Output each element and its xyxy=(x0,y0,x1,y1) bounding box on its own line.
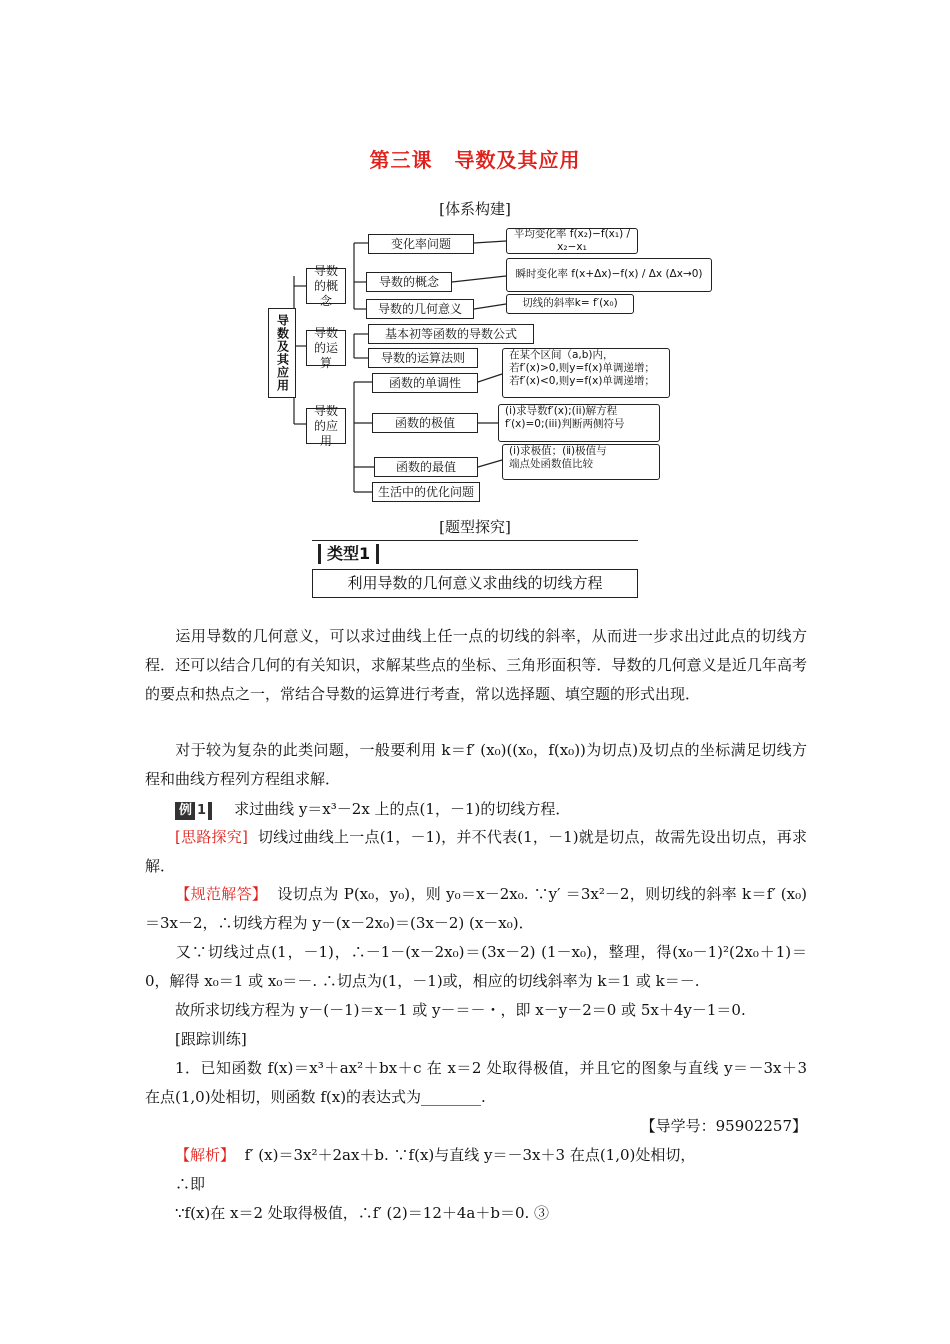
node-rate: 变化率问题 xyxy=(368,234,474,254)
example-1: 例 1 求过曲线 y＝x³－2x 上的点(1，－1)的切线方程． xyxy=(145,795,807,824)
leaf-slope: 切线的斜率k= f′(x₀) xyxy=(506,294,634,314)
node-basic-formulas: 基本初等函数的导数公式 xyxy=(368,324,534,344)
leaf-average-rate: 平均变化率 f(x₂)−f(x₁) / x₂−x₁ xyxy=(506,228,638,254)
intro-paragraph: 运用导数的几何意义，可以求过曲线上任一点的切线的斜率，从而进一步求出过此点的切线方程．还可以结合几何的有关知识，求解某些点的坐标、三角形面积等．导数的几何意义是近几年高考的要点和热点之一，常结合导数的运算进行考查，常以选择题、填空题的形式出现． xyxy=(145,627,807,703)
type-subtitle: 利用导数的几何意义求曲线的切线方程 xyxy=(312,570,638,598)
group-application-node: 导数的应用 xyxy=(306,408,346,444)
idea-paragraph: [思路探究] 切线过曲线上一点(1，－1)，并不代表(1，－1)就是切点，故需先设出切点，再求解． xyxy=(145,828,807,875)
root-node: 导数及其应用 xyxy=(268,308,296,398)
node-extremum: 函数的极值 xyxy=(372,413,478,433)
example-tag: 例 1 xyxy=(175,802,212,820)
answer-line-2: 又∵切线过点(1，－1)，∴－1－(x－2x₀)＝(3x－2) (1－x₀)，整理，得(x₀－1)²(2x₀＋1)＝0，解得 x₀＝1 或 x₀＝－. ∴切点为(1，－1)或，相应的切线斜率为 k＝1 或 k＝－. xyxy=(145,943,807,990)
section-system-title: [体系构建] xyxy=(439,200,511,218)
leaf-max-steps: (ⅰ)求极值；(ⅱ)极值与 端点处函数值比较 xyxy=(502,444,660,480)
group-concept-node: 导数的概念 xyxy=(306,268,346,304)
idea-label: [思路探究] xyxy=(175,828,248,846)
concept-map xyxy=(262,224,722,508)
leaf-instant-rate: 瞬时变化率 f(x+Δx)−f(x) / Δx (Δx→0) xyxy=(506,258,712,292)
group-operation-node: 导数的运算 xyxy=(306,330,346,366)
training-question: 1．已知函数 f(x)＝x³＋ax²＋bx＋c 在 x＝2 处取得极值，并且它的图象与直线 y＝－3x＋3 在点(1,0)处相切，则函数 f(x)的表达式为________. xyxy=(145,1059,807,1106)
type-box xyxy=(312,540,638,599)
node-monotonicity: 函数的单调性 xyxy=(372,373,478,393)
node-rules: 导数的运算法则 xyxy=(368,348,478,368)
guide-code: 【导学号：95902257】 xyxy=(640,1117,807,1135)
solution-line-1: 【解析】 f′ (x)＝3x²＋2ax＋b. ∵f(x)与直线 y＝－3x＋3 在点(1,0)处相切， xyxy=(175,1146,696,1164)
page-title: 第三课 导数及其应用 xyxy=(369,148,581,172)
node-optimization: 生活中的优化问题 xyxy=(372,482,480,502)
node-concept: 导数的概念 xyxy=(366,272,452,292)
type-label: 类型1 xyxy=(318,544,379,564)
node-max-min: 函数的最值 xyxy=(374,457,478,477)
answer-line-3: 故所求切线方程为 y－(－1)＝x－1 或 y－＝－・，即 x－y－2＝0 或 5x＋4y－1＝0. xyxy=(175,1001,746,1019)
answer-line-1: 【规范解答】 设切点为 P(x₀，y₀)，则 y₀＝x－2x₀. ∵y′ ＝3x²－2，则切线的斜率 k＝f′ (x₀)＝3x－2，∴切线方程为 y－(x－2x₀)＝(3x－2) (x－x₀)． xyxy=(145,885,807,932)
solution-line-3: ∵f(x)在 x＝2 处取得极值，∴f′ (2)＝12＋4a＋b＝0. ③ xyxy=(175,1204,550,1222)
answer-label: 【规范解答】 xyxy=(175,885,268,903)
leaf-monotonicity: 在某个区间（a,b)内， 若f′(x)>0,则y=f(x)单调递增； 若f′(x)<0,则y=f(x)单调递增； xyxy=(502,348,670,398)
node-geometric: 导数的几何意义 xyxy=(366,299,474,319)
solution-line-2: ∴即 xyxy=(175,1175,206,1193)
solution-label: 【解析】 xyxy=(175,1146,236,1164)
method-paragraph: 对于较为复杂的此类问题，一般要利用 k＝f′ (x₀)((x₀，f(x₀))为切点)及切点的坐标满足切线方程和曲线方程列方程组求解． xyxy=(145,741,807,788)
leaf-extremum-steps: (ⅰ)求导数f′(x);(ii)解方程 f′(x)=0;(iii)判断两侧符号 xyxy=(498,404,660,442)
training-label-line: [跟踪训练] xyxy=(175,1030,247,1048)
section-types-title: [题型探究] xyxy=(439,518,511,536)
